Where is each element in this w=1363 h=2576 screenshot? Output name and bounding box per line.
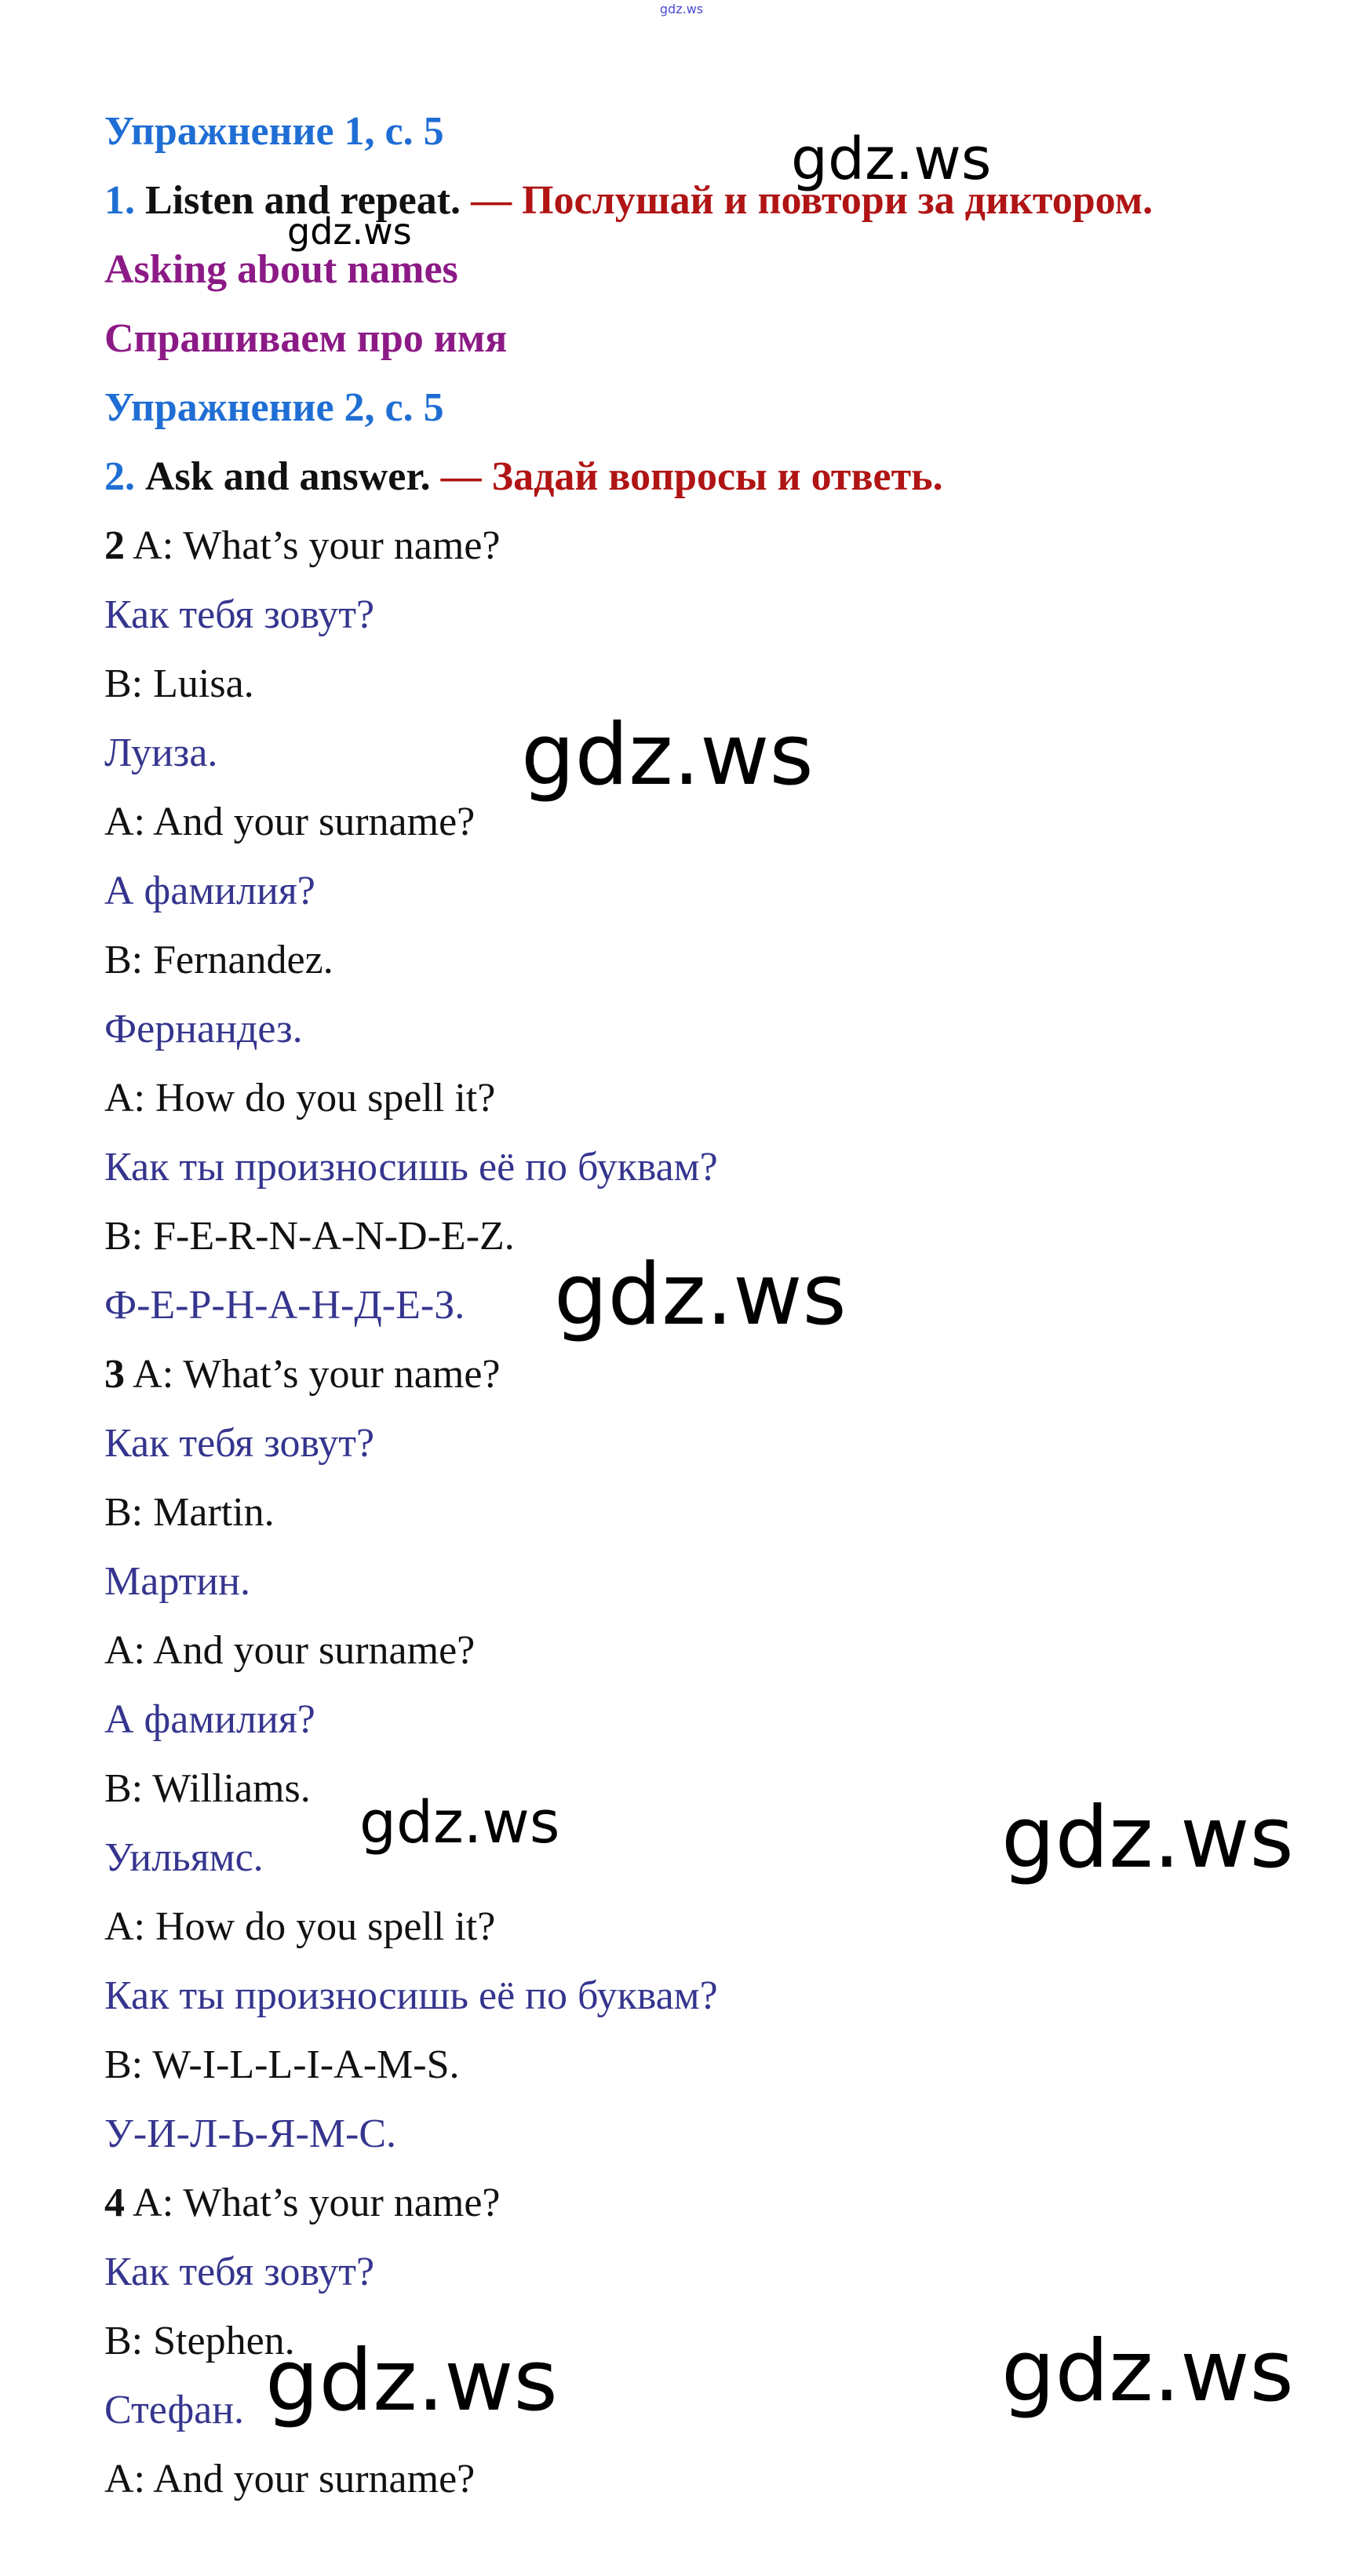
dialogue-line-en: 3 A: What’s your name? — [104, 1352, 501, 1397]
watermark: gdz.ws — [521, 706, 814, 804]
dialogue-line-ru: Мартин. — [104, 1559, 251, 1604]
exercise-1-number: 1. — [104, 178, 135, 223]
dialogue-line-ru: Луиза. — [104, 731, 218, 775]
dialogue-line-en: A: And your surname? — [104, 2457, 476, 2501]
dialogue-line-en: B: F-E-R-N-A-N-D-E-Z. — [104, 1214, 515, 1259]
watermark: gdz.ws — [1001, 1789, 1294, 1887]
dialogue-line-en: B: W-I-L-L-I-A-M-S. — [104, 2042, 460, 2087]
dialogue-line-en: B: Fernandez. — [104, 938, 333, 982]
dialogue-line-ru: А фамилия? — [104, 1697, 315, 1742]
dialogue-line-en: A: And your surname? — [104, 800, 476, 844]
dialogue-line-en: 4 A: What’s your name? — [104, 2181, 501, 2225]
dialogue-line-ru: Фернандез. — [104, 1007, 303, 1051]
dialogue-line-ru: Стефан. — [104, 2388, 245, 2432]
dialogue-line-en: B: Williams. — [104, 1766, 311, 1811]
dialogue-line-ru: Как тебя зовут? — [104, 1421, 375, 1466]
dialogue-line-en: A: How do you spell it? — [104, 1076, 496, 1120]
dialogue-line-ru: Ф-Е-Р-Н-А-Н-Д-Е-З. — [104, 1283, 465, 1328]
watermark: gdz.ws — [554, 1246, 847, 1344]
exercise-1-title: Упражнение 1, с. 5 — [104, 109, 444, 154]
exercise-1-task — [104, 176, 1153, 226]
dialogue-line-ru: Уильямс. — [104, 1835, 264, 1880]
exercise-2-task — [104, 452, 943, 502]
dialogue-number: 4 — [104, 2181, 125, 2225]
section-heading-ru: Спрашиваем про имя — [104, 316, 508, 361]
exercise-1-task-en: Listen and repeat. — [145, 178, 461, 223]
dialogue-line-ru: Как тебя зовут? — [104, 2250, 375, 2294]
dialogue-line-ru: У-И-Л-Ь-Я-М-С. — [104, 2111, 396, 2156]
exercise-2-title: Упражнение 2, с. 5 — [104, 385, 444, 430]
exercise-1-task-ru: — Послушай и повтори за диктором. — [471, 178, 1153, 223]
watermark: gdz.ws — [287, 210, 412, 253]
exercise-2-number: 2. — [104, 454, 135, 499]
watermark: gdz.ws — [791, 126, 992, 193]
dialogue-line-en: 2 A: What’s your name? — [104, 523, 501, 568]
dialogue-line-ru: Как тебя зовут? — [104, 592, 375, 637]
dialogue-line-ru: Как ты произносишь её по буквам? — [104, 1973, 718, 2018]
dialogue-line-en: B: Stephen. — [104, 2319, 295, 2363]
dialogue-line-en: B: Luisa. — [104, 661, 254, 706]
section-heading-en: Asking about names — [104, 247, 458, 292]
watermark: gdz.ws — [1001, 2323, 1294, 2421]
exercise-2-task-ru: — Задай вопросы и ответь. — [440, 454, 943, 499]
dialogue-number: 2 — [104, 523, 125, 568]
watermark: gdz.ws — [359, 1789, 560, 1856]
watermark: gdz.ws — [265, 2332, 558, 2430]
dialogue-line-en: A: And your surname? — [104, 1628, 476, 1673]
dialogue-line-ru: Как ты произносишь её по буквам? — [104, 1145, 718, 1190]
header-mark: gdz.ws — [659, 2, 704, 16]
dialogue-number: 3 — [104, 1352, 125, 1397]
dialogue-line-ru: А фамилия? — [104, 869, 315, 913]
dialogue-line-en: A: How do you spell it? — [104, 1904, 496, 1949]
exercise-2-task-en: Ask and answer. — [145, 454, 431, 499]
dialogue-line-en: B: Martin. — [104, 1490, 275, 1535]
